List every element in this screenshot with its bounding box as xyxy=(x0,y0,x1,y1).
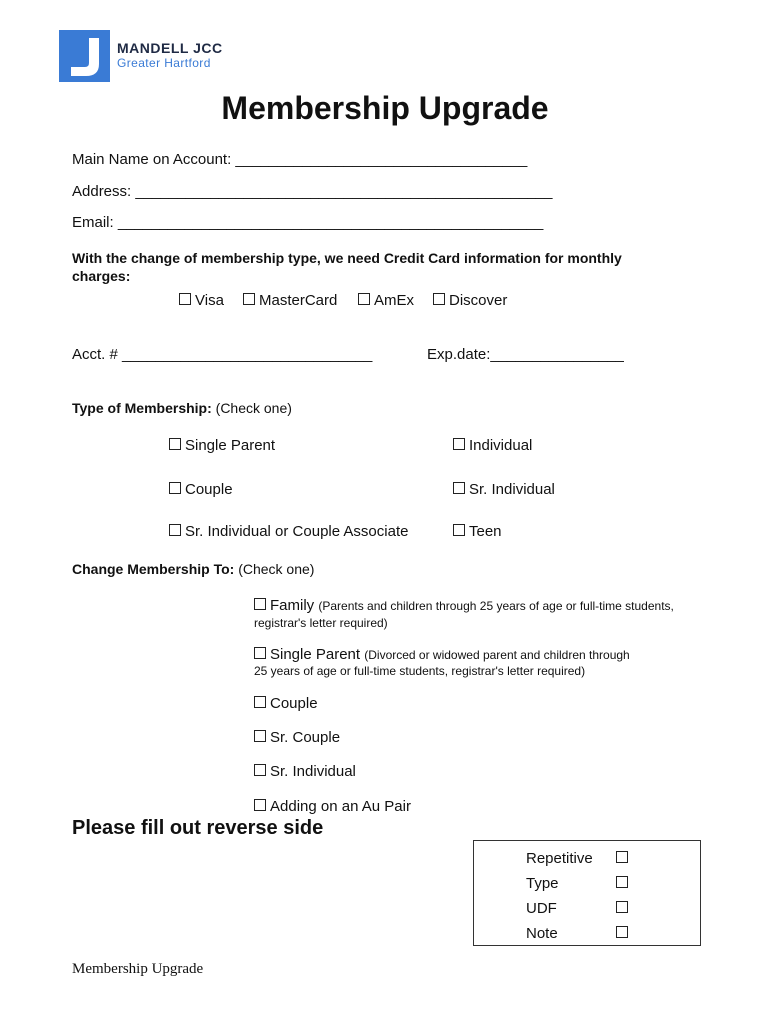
checkbox-icon[interactable] xyxy=(169,524,181,536)
change-option-sr-couple[interactable]: Sr. Couple xyxy=(254,729,340,746)
change-option-couple[interactable]: Couple xyxy=(254,695,318,712)
type-option-teen[interactable]: Teen xyxy=(453,523,502,540)
page-footer: Membership Upgrade xyxy=(72,961,204,977)
type-option-individual[interactable]: Individual xyxy=(453,437,532,454)
checkbox-icon[interactable] xyxy=(616,901,628,913)
office-item-udf: UDF xyxy=(526,900,557,917)
card-option-amex[interactable]: AmEx xyxy=(358,292,414,309)
change-option-au-pair[interactable]: Adding on an Au Pair xyxy=(254,798,411,815)
acct-field[interactable]: Acct. # ______________________________ xyxy=(72,346,373,363)
office-use-box xyxy=(473,840,701,946)
email-field[interactable]: Email: ___________________________________________________ xyxy=(72,214,544,231)
checkbox-icon[interactable] xyxy=(358,293,370,305)
office-item-type: Type xyxy=(526,875,559,892)
change-option-single-parent-note: 25 years of age or full-time students, registrar's letter required) xyxy=(254,664,586,678)
checkbox-icon[interactable] xyxy=(254,598,266,610)
checkbox-icon[interactable] xyxy=(453,482,465,494)
checkbox-icon[interactable] xyxy=(616,876,628,888)
checkbox-icon[interactable] xyxy=(254,696,266,708)
checkbox-icon[interactable] xyxy=(433,293,445,305)
logo-mark xyxy=(59,30,110,82)
type-option-sr-individual-couple-associate[interactable]: Sr. Individual or Couple Associate xyxy=(169,523,408,540)
checkbox-icon[interactable] xyxy=(243,293,255,305)
checkbox-icon[interactable] xyxy=(179,293,191,305)
checkbox-icon[interactable] xyxy=(453,524,465,536)
change-option-family[interactable]: Family (Parents and children through 25 years of age or full-time students, xyxy=(254,597,674,614)
logo-name: MANDELL JCC xyxy=(117,40,223,56)
card-option-discover[interactable]: Discover xyxy=(433,292,507,309)
change-option-family-note: registrar's letter required) xyxy=(254,616,388,630)
office-item-repetitive: Repetitive xyxy=(526,850,593,867)
card-option-mastercard[interactable]: MasterCard xyxy=(243,292,337,309)
type-option-single-parent[interactable]: Single Parent xyxy=(169,437,275,454)
checkbox-icon[interactable] xyxy=(453,438,465,450)
address-field[interactable]: Address: __________________________________________________ xyxy=(72,183,553,200)
page-title: Membership Upgrade xyxy=(221,90,549,126)
j-logo-icon xyxy=(59,30,110,82)
change-option-single-parent[interactable]: Single Parent (Divorced or widowed parent and children through xyxy=(254,646,630,663)
card-option-visa[interactable]: Visa xyxy=(179,292,224,309)
checkbox-icon[interactable] xyxy=(169,482,181,494)
type-header: Type of Membership: (Check one) xyxy=(72,400,292,416)
office-item-note: Note xyxy=(526,925,558,942)
checkbox-icon[interactable] xyxy=(616,926,628,938)
exp-date-field[interactable]: Exp.date:________________ xyxy=(427,346,624,363)
change-option-sr-individual[interactable]: Sr. Individual xyxy=(254,763,356,780)
main-name-field[interactable]: Main Name on Account: ___________________________________ xyxy=(72,151,528,168)
logo-subtitle: Greater Hartford xyxy=(117,56,211,70)
change-header: Change Membership To: (Check one) xyxy=(72,561,315,577)
cc-notice-line1: With the change of membership type, we need Credit Card information for monthly xyxy=(72,250,622,266)
checkbox-icon[interactable] xyxy=(254,730,266,742)
type-option-couple[interactable]: Couple xyxy=(169,481,233,498)
checkbox-icon[interactable] xyxy=(254,799,266,811)
checkbox-icon[interactable] xyxy=(616,851,628,863)
checkbox-icon[interactable] xyxy=(169,438,181,450)
checkbox-icon[interactable] xyxy=(254,764,266,776)
type-option-sr-individual[interactable]: Sr. Individual xyxy=(453,481,555,498)
cc-notice-line2: charges: xyxy=(72,268,131,284)
checkbox-icon[interactable] xyxy=(254,647,266,659)
reverse-side-note: Please fill out reverse side xyxy=(72,817,324,839)
